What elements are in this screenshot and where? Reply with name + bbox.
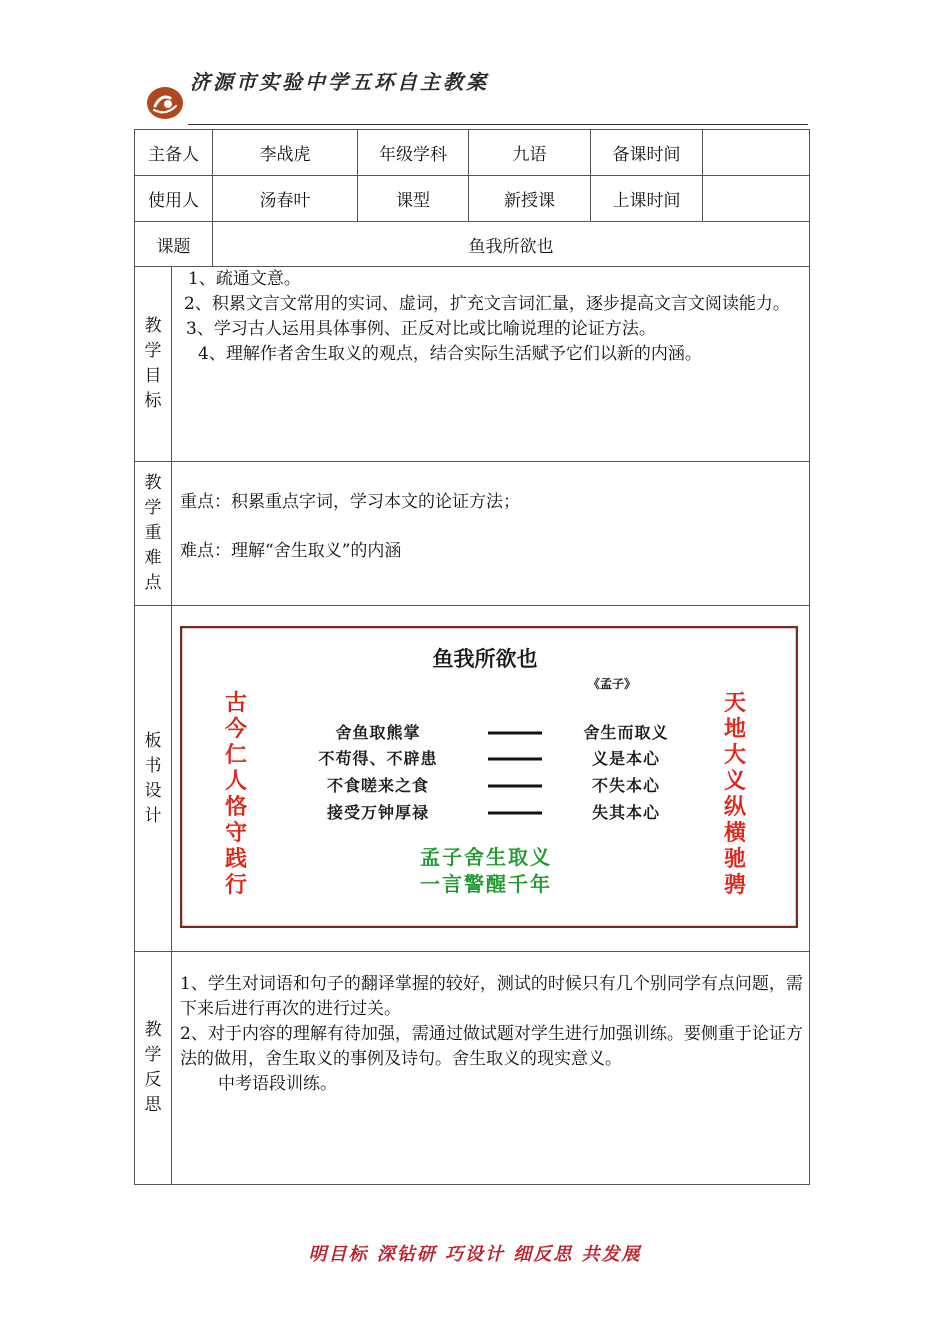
lesson-type-value: 新授课 (469, 176, 591, 222)
topic-value: 鱼我所欲也 (213, 222, 810, 267)
key-difficulty-text: 难点：理解“舍生取义”的内涵 (180, 541, 402, 561)
board-right-char: 骋 (723, 873, 747, 898)
school-title: 济源市实验中学五环自主教案 (190, 70, 489, 94)
board-design-label: 板 书 设 计 (135, 606, 172, 952)
board-left-char: 践 (224, 847, 248, 872)
board-left-char: 人 (224, 769, 248, 794)
preparer-label: 主备人 (135, 130, 213, 176)
reflection-content (172, 952, 810, 1185)
board-author: 《孟子》 (587, 677, 637, 691)
board-left-char: 今 (224, 717, 248, 742)
key-focus-text: 重点：积累重点字词，学习本文的论证方法； (180, 492, 520, 512)
board-left-char: 古 (224, 691, 248, 716)
objective-item: 1、疏通文意。 (188, 269, 301, 289)
user-label: 使用人 (135, 176, 213, 222)
footer-motto: 明目标 深钻研 巧设计 细反思 共发展 (308, 1244, 642, 1265)
board-row-right: 不失本心 (591, 776, 661, 795)
user-value: 汤春叶 (213, 176, 358, 222)
board-right-char: 驰 (723, 847, 747, 872)
board-design-cell (172, 606, 810, 952)
lesson-type-label: 课型 (358, 176, 469, 222)
board-left-column (225, 691, 248, 898)
objectives-content (172, 267, 810, 462)
board-right-char: 大 (723, 743, 747, 768)
topic-label: 课题 (135, 222, 213, 267)
reflection-item: 1、学生对词语和句子的翻译掌握的较好，测试的时候只有几个别同学有点问题，需下来后进行再次的进行过关。 (180, 974, 803, 1019)
board-design-image (180, 626, 798, 928)
board-left-char: 仁 (224, 743, 248, 768)
grade-subject-label: 年级学科 (358, 130, 469, 176)
board-right-char: 纵 (723, 795, 747, 820)
objective-item: 4、理解作者舍生取义的观点，结合实际生活赋予它们以新的内涵。 (198, 344, 702, 364)
header-divider (188, 124, 808, 125)
board-left-char: 恪 (224, 795, 248, 820)
class-time-value (703, 176, 810, 222)
key-points-content (172, 462, 810, 606)
board-row-left: 不食嗟来之食 (326, 776, 430, 795)
board-right-char: 天 (723, 691, 747, 716)
key-points-label: 教 学 重 难 点 (135, 462, 172, 606)
lesson-plan-table (134, 129, 810, 1185)
objectives-label: 教 学 目 标 (135, 267, 172, 462)
board-row-left: 不苟得、不辟患 (318, 749, 438, 768)
key-points-row (135, 462, 810, 606)
board-summary-line2: 一言警醒千年 (420, 872, 552, 896)
prep-time-value (703, 130, 810, 176)
topic-row (135, 222, 810, 267)
board-title: 鱼我所欲也 (432, 647, 538, 671)
objective-item: 3、学习古人运用具体事例、正反对比或比喻说理的论证方法。 (186, 319, 656, 339)
board-right-char: 义 (723, 769, 747, 794)
info-row-user (135, 176, 810, 222)
board-row-right: 义是本心 (591, 749, 661, 768)
info-row-preparer (135, 130, 810, 176)
school-logo-icon (146, 86, 184, 120)
reflection-item: 中考语段训练。 (218, 1074, 337, 1094)
preparer-value: 李战虎 (213, 130, 358, 176)
reflection-label: 教 学 反 思 (135, 952, 172, 1185)
board-right-char: 地 (723, 717, 747, 742)
board-right-char: 横 (723, 821, 747, 846)
reflection-item: 2、对于内容的理解有待加强，需通过做试题对学生进行加强训练。要侧重于论证方法的做用，舍生取义的事例及诗句。舍生取义的现实意义。 (180, 1024, 803, 1069)
board-row-right: 舍生而取义 (583, 723, 669, 742)
board-design-row (135, 606, 810, 952)
board-summary-line1: 孟子舍生取义 (420, 845, 552, 869)
board-left-char: 行 (224, 873, 248, 898)
class-time-label: 上课时间 (591, 176, 703, 222)
prep-time-label: 备课时间 (591, 130, 703, 176)
reflection-row (135, 952, 810, 1185)
grade-subject-value: 九语 (469, 130, 591, 176)
objectives-row (135, 267, 810, 462)
board-row-right: 失其本心 (591, 803, 661, 822)
objective-item: 2、积累文言文常用的实词、虚词，扩充文言词汇量，逐步提高文言文阅读能力。 (184, 294, 790, 314)
board-row-left: 舍鱼取熊掌 (335, 723, 421, 742)
board-right-column (723, 691, 747, 898)
board-left-char: 守 (224, 821, 248, 846)
board-row-left: 接受万钟厚禄 (326, 803, 430, 822)
